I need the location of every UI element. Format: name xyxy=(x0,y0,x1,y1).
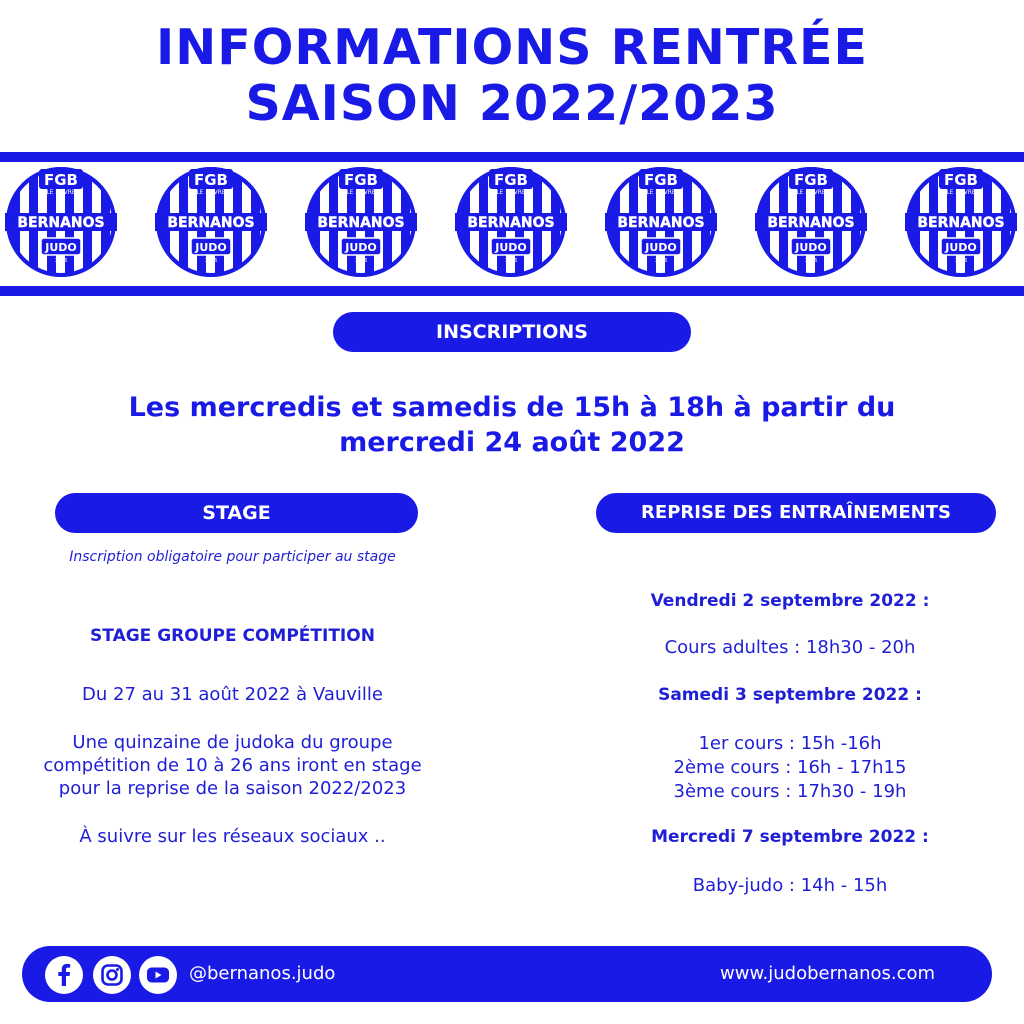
svg-text:BERNANOS: BERNANOS xyxy=(317,215,405,231)
svg-text:FGB: FGB xyxy=(344,171,378,189)
instagram-icon[interactable] xyxy=(93,956,131,994)
page-title-line-2: SAISON 2022/2023 xyxy=(245,75,779,132)
club-logo xyxy=(605,166,717,278)
svg-text:FGB: FGB xyxy=(494,171,528,189)
reprise-day-3-item: Baby-judo : 14h - 15h xyxy=(692,875,888,896)
club-logo xyxy=(455,166,567,278)
svg-text:LE HAVRE: LE HAVRE xyxy=(646,189,676,196)
stage-desc-line-3: pour la reprise de la saison 2022/2023 xyxy=(58,778,407,799)
youtube-icon[interactable] xyxy=(139,956,177,994)
svg-text:FGB: FGB xyxy=(944,171,978,189)
inscriptions-schedule-line-1: Les mercredis et samedis de 15h à 18h à partir du xyxy=(128,392,896,423)
svg-text:1966: 1966 xyxy=(54,258,68,264)
stage-desc-line-1: Une quinzaine de judoka du groupe xyxy=(72,732,393,753)
band-top-line xyxy=(0,152,1024,162)
svg-text:FGB: FGB xyxy=(194,171,228,189)
svg-text:1966: 1966 xyxy=(804,258,818,264)
svg-text:JUDO: JUDO xyxy=(795,241,827,254)
reprise-day-1-item: Cours adultes : 18h30 - 20h xyxy=(664,637,916,658)
club-logo xyxy=(755,166,867,278)
page-title-line-1: INFORMATIONS RENTRÉE xyxy=(156,19,868,76)
reprise-day-2-item-2: 2ème cours : 16h - 17h15 xyxy=(673,757,907,778)
svg-text:FGB: FGB xyxy=(794,171,828,189)
svg-text:JUDO: JUDO xyxy=(345,241,377,254)
club-logo xyxy=(905,166,1017,278)
stage-follow-text: À suivre sur les réseaux sociaux .. xyxy=(79,826,386,847)
svg-text:JUDO: JUDO xyxy=(45,241,77,254)
svg-text:BERNANOS: BERNANOS xyxy=(917,215,1005,231)
facebook-icon[interactable] xyxy=(45,956,83,994)
band-bottom-line xyxy=(0,286,1024,296)
reprise-pill: REPRISE DES ENTRAÎNEMENTS xyxy=(596,493,996,533)
stage-note: Inscription obligatoire pour participer au stage xyxy=(69,549,396,565)
svg-text:FGB: FGB xyxy=(644,171,678,189)
reprise-day-2-item-1: 1er cours : 15h -16h xyxy=(698,733,882,754)
svg-text:BERNANOS: BERNANOS xyxy=(167,215,255,231)
website-link[interactable]: www.judobernanos.com xyxy=(720,963,936,984)
svg-text:JUDO: JUDO xyxy=(495,241,527,254)
svg-text:BERNANOS: BERNANOS xyxy=(767,215,855,231)
svg-text:FGB: FGB xyxy=(44,171,78,189)
svg-text:1966: 1966 xyxy=(954,258,968,264)
svg-text:LE HAVRE: LE HAVRE xyxy=(196,189,226,196)
svg-text:JUDO: JUDO xyxy=(195,241,227,254)
stage-heading: STAGE GROUPE COMPÉTITION xyxy=(90,626,375,646)
svg-text:LE HAVRE: LE HAVRE xyxy=(496,189,526,196)
svg-text:1966: 1966 xyxy=(504,258,518,264)
stage-pill: STAGE xyxy=(55,493,418,533)
reprise-day-2: Samedi 3 septembre 2022 : xyxy=(658,685,922,705)
club-logo xyxy=(155,166,267,278)
svg-text:LE HAVRE: LE HAVRE xyxy=(346,189,376,196)
reprise-day-3: Mercredi 7 septembre 2022 : xyxy=(651,827,929,847)
svg-text:BERNANOS: BERNANOS xyxy=(17,215,105,231)
reprise-day-1: Vendredi 2 septembre 2022 : xyxy=(650,591,930,611)
svg-text:LE HAVRE: LE HAVRE xyxy=(796,189,826,196)
stage-dates: Du 27 au 31 août 2022 à Vauville xyxy=(82,684,383,705)
svg-text:BERNANOS: BERNANOS xyxy=(617,215,705,231)
stage-desc-line-2: compétition de 10 à 26 ans iront en stage xyxy=(43,755,422,776)
club-logo xyxy=(305,166,417,278)
svg-text:LE HAVRE: LE HAVRE xyxy=(46,189,76,196)
svg-text:JUDO: JUDO xyxy=(945,241,977,254)
svg-text:BERNANOS: BERNANOS xyxy=(467,215,555,231)
inscriptions-schedule-line-2: mercredi 24 août 2022 xyxy=(339,427,685,458)
inscriptions-pill: INSCRIPTIONS xyxy=(333,312,691,352)
svg-text:1966: 1966 xyxy=(204,258,218,264)
social-handle-link[interactable]: @bernanos.judo xyxy=(189,963,336,984)
svg-text:1966: 1966 xyxy=(654,258,668,264)
svg-text:JUDO: JUDO xyxy=(645,241,677,254)
svg-text:1966: 1966 xyxy=(354,258,368,264)
reprise-day-2-item-3: 3ème cours : 17h30 - 19h xyxy=(673,781,907,802)
club-logo xyxy=(5,166,117,278)
svg-text:LE HAVRE: LE HAVRE xyxy=(946,189,976,196)
